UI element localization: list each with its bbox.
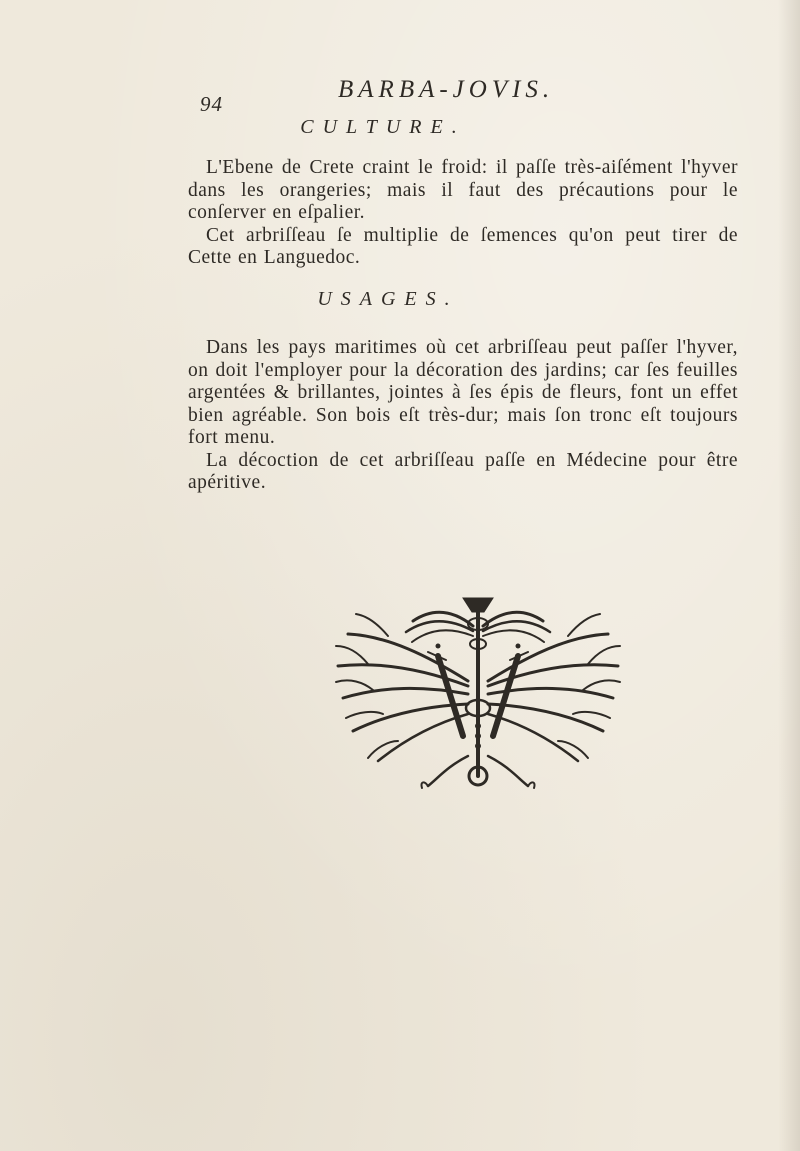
section-heading-culture: CULTURE. (300, 116, 466, 138)
section-body-usages (188, 337, 738, 495)
section-heading-usages: USAGES. (317, 288, 459, 310)
page-number: 94 (200, 92, 223, 116)
section-body-culture (188, 157, 738, 270)
paragraph: La décoction de cet arbriſſeau paſſe en Médecine pour être apéritive. (188, 449, 738, 493)
paragraph: Cet arbriſſeau ſe multiplie de ſemences qu'on peut tirer de Cette en Languedoc. (188, 224, 738, 268)
fleuron-winged-ornament-icon (328, 586, 628, 796)
page-edge-shadow (778, 0, 800, 1151)
running-title: BARBA-JOVIS. (338, 76, 555, 103)
paragraph: Dans les pays maritimes où cet arbriſſeau peut paſſer l'hyver, on doit l'employer pour la décoration des jardins; car ſes feuilles argentées & brillantes, jointes à ſes épis de fleurs, font un effet bien agréable. Son bois eſt très-dur; mais ſon tronc eſt toujours fort menu. (188, 337, 738, 448)
paragraph: L'Ebene de Crete craint le froid: il paſſe très-aiſément l'hyver dans les orangeries; mais il faut des précautions pour le conſerver en eſpalier. (188, 157, 738, 223)
